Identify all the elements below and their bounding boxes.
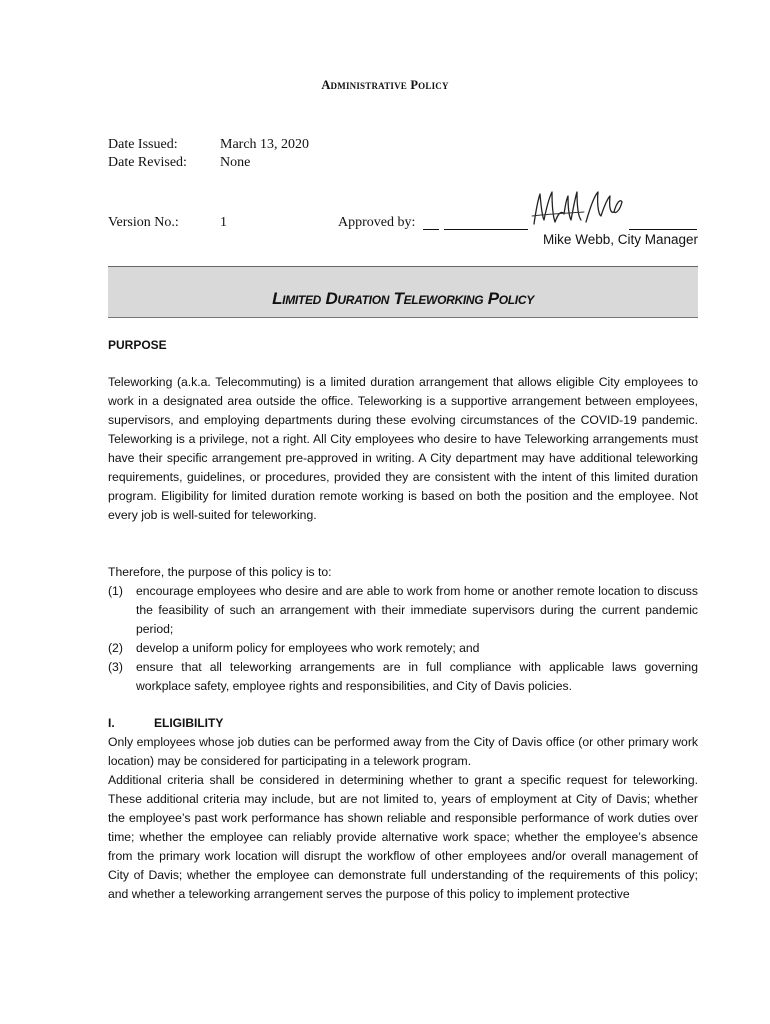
list-item-text: develop a uniform policy for employees who work remotely; and [136, 641, 480, 655]
document-header: Administrative Policy [321, 78, 449, 92]
policy-title-band [108, 266, 698, 318]
signature-line-segment [444, 229, 528, 230]
list-item [108, 658, 698, 696]
signer-name: Mike Webb, City Manager [542, 232, 698, 247]
policy-title: Limited Duration Teleworking Policy [272, 289, 534, 308]
purpose-list [108, 582, 698, 696]
purpose-intro: Therefore, the purpose of this policy is to: [108, 565, 332, 579]
list-item-number: (3) [108, 660, 123, 674]
signature-line-segment [629, 229, 697, 230]
date-issued-label: Date Issued: [108, 137, 178, 152]
eligibility-number: I. [108, 716, 115, 730]
date-issued-value: March 13, 2020 [220, 137, 310, 152]
purpose-heading: PURPOSE [108, 338, 167, 352]
purpose-paragraph: Teleworking (a.k.a. Telecommuting) is a limited duration arrangement that allows eligible City employees to work in a designated area outside the office. Teleworking is a supportive arrangement between employees, supervisors, and employing departments during these evolving circumstances of the COVID-19 pandemic. Teleworking is a privilege, not a right. All City employees who desire to have Teleworking arrangements must have their specific arrangement pre-approved in writing. A City department may have additional teleworking requirements, guidelines, or procedures, provided they are consistent with the intent of this limited duration program. Eligibility for limited duration remote working is based on both the position and the employee. Not every job is well-suited for teleworking. [108, 375, 698, 522]
eligibility-heading: ELIGIBILITY [154, 716, 224, 730]
list-item-number: (1) [108, 584, 123, 598]
signature-line-segment [423, 229, 439, 230]
eligibility-paragraph-1: Only employees whose job duties can be performed away from the City of Davis office (or other primary work location) may be considered for participating in a telework program. [108, 735, 698, 768]
date-revised-label: Date Revised: [108, 155, 187, 170]
version-label: Version No.: [108, 215, 179, 230]
list-item [108, 582, 698, 639]
eligibility-paragraph-2: Additional criteria shall be considered in determining whether to grant a specific request for teleworking. These additional criteria may include, but are not limited to, years of employment at City of Davis; whether the employee’s past work performance has shown reliable and responsible performance of work duties over time; whether the employee can reliably provide alternative work space; whether the employee’s absence from the primary work location will disrupt the workflow of other employees and/or overall management of City of Davis; whether the employee can demonstrate full understanding of the requirements of this policy; and whether a teleworking arrangement serves the purpose of this policy to implement protective [108, 773, 698, 901]
list-item [108, 639, 698, 658]
list-item-text: ensure that all teleworking arrangements are in full compliance with applicable laws governing workplace safety, employee rights and responsibilities, and City of Davis policies. [136, 660, 698, 693]
list-item-text: encourage employees who desire and are able to work from home or another remote location to discuss the feasibility of such an arrangement with their immediate supervisors during the current pandemic period; [136, 584, 698, 636]
list-item-number: (2) [108, 641, 123, 655]
version-value: 1 [220, 215, 227, 230]
signature-image [528, 186, 628, 232]
approved-by-label: Approved by: [338, 215, 416, 230]
date-revised-value: None [220, 155, 251, 170]
